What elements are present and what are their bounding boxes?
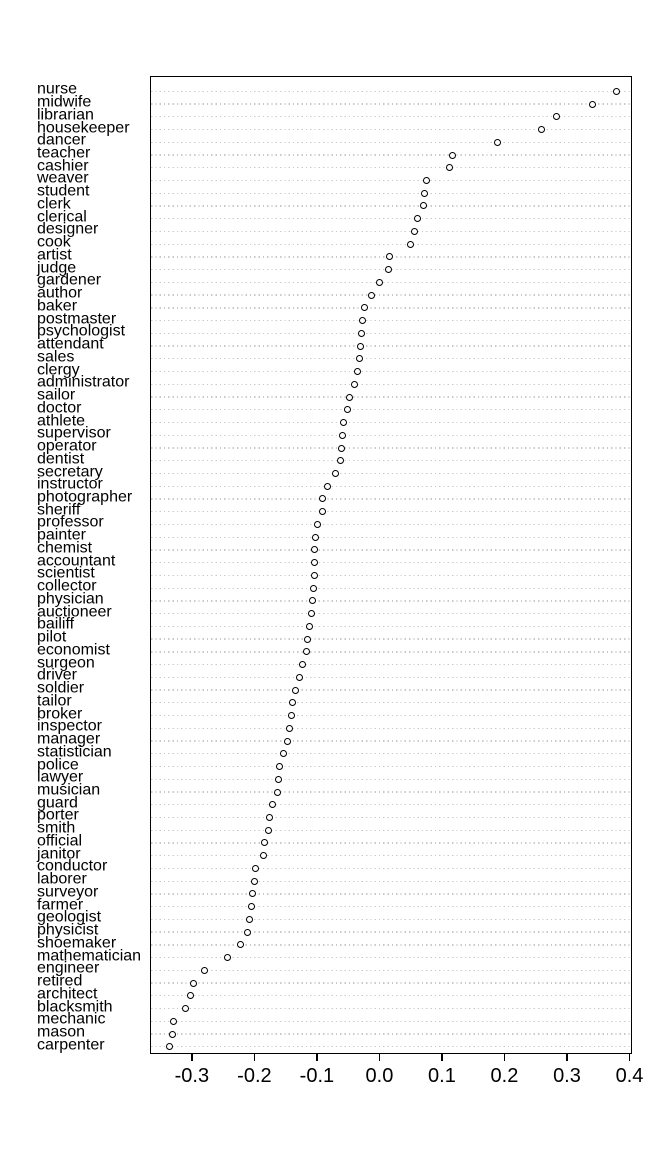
grid-line bbox=[151, 371, 631, 372]
data-point bbox=[248, 903, 255, 910]
grid-line bbox=[151, 626, 631, 627]
data-point bbox=[421, 190, 428, 197]
category-label: chemist bbox=[37, 539, 93, 557]
data-point bbox=[338, 445, 345, 452]
data-point bbox=[356, 355, 363, 362]
data-point bbox=[187, 992, 194, 999]
grid-line bbox=[151, 524, 631, 525]
data-point bbox=[249, 890, 256, 897]
category-label: judge bbox=[37, 259, 77, 277]
category-label: scientist bbox=[37, 565, 95, 583]
grid-line bbox=[151, 294, 631, 295]
data-point bbox=[201, 967, 208, 974]
category-label: driver bbox=[37, 667, 78, 685]
grid-line bbox=[151, 575, 631, 576]
grid-line bbox=[151, 638, 631, 639]
grid-line bbox=[151, 167, 631, 168]
grid-line bbox=[151, 702, 631, 703]
data-point bbox=[269, 801, 276, 808]
category-label: inspector bbox=[37, 717, 102, 735]
category-label: broker bbox=[37, 705, 83, 723]
grid-line bbox=[151, 664, 631, 665]
x-axis-tick-label: 0.1 bbox=[428, 1065, 456, 1087]
category-label: smith bbox=[37, 819, 76, 837]
data-point bbox=[337, 457, 344, 464]
data-point bbox=[494, 139, 501, 146]
data-point bbox=[357, 343, 364, 350]
data-point bbox=[276, 763, 283, 770]
x-axis-tick bbox=[441, 1053, 443, 1061]
x-axis-tick bbox=[316, 1053, 318, 1061]
data-point bbox=[299, 661, 306, 668]
data-point bbox=[314, 521, 321, 528]
data-point bbox=[170, 1018, 177, 1025]
grid-line bbox=[151, 282, 631, 283]
grid-line bbox=[151, 307, 631, 308]
data-point bbox=[265, 827, 272, 834]
data-point bbox=[376, 279, 383, 286]
category-label: cashier bbox=[37, 157, 89, 175]
grid-line bbox=[151, 855, 631, 856]
grid-line bbox=[151, 677, 631, 678]
data-point bbox=[288, 712, 295, 719]
grid-line bbox=[151, 180, 631, 181]
grid-line bbox=[151, 422, 631, 423]
data-point bbox=[423, 177, 430, 184]
data-point bbox=[319, 508, 326, 515]
x-axis-tick-label: -0.3 bbox=[174, 1065, 210, 1087]
data-point bbox=[304, 636, 311, 643]
data-point bbox=[292, 687, 299, 694]
category-label: statistician bbox=[37, 743, 112, 761]
category-label: pilot bbox=[37, 628, 67, 646]
data-point bbox=[308, 610, 315, 617]
data-point bbox=[386, 253, 393, 260]
grid-line bbox=[151, 740, 631, 741]
category-label: official bbox=[37, 832, 83, 850]
grid-line bbox=[151, 779, 631, 780]
x-axis-tick-label: -0.2 bbox=[237, 1065, 272, 1087]
grid-line bbox=[151, 320, 631, 321]
data-point bbox=[361, 304, 368, 311]
data-point bbox=[309, 597, 316, 604]
category-label: librarian bbox=[37, 106, 94, 124]
category-label: baker bbox=[37, 297, 78, 315]
grid-line bbox=[151, 231, 631, 232]
category-label: instructor bbox=[37, 475, 103, 493]
data-point bbox=[446, 164, 453, 171]
category-label: surgeon bbox=[37, 654, 95, 672]
data-point bbox=[244, 929, 251, 936]
category-label: shoemaker bbox=[37, 934, 117, 952]
data-point bbox=[311, 559, 318, 566]
category-label: photographer bbox=[37, 488, 133, 506]
grid-line bbox=[151, 830, 631, 831]
grid-line bbox=[151, 651, 631, 652]
grid-line bbox=[151, 893, 631, 894]
category-label: retired bbox=[37, 972, 83, 990]
grid-line bbox=[151, 982, 631, 983]
category-label: nurse bbox=[37, 80, 78, 98]
x-axis-tick bbox=[191, 1053, 193, 1061]
category-label: auctioneer bbox=[37, 603, 112, 621]
category-label: collector bbox=[37, 577, 97, 595]
data-point bbox=[538, 126, 545, 133]
category-label: secretary bbox=[37, 463, 103, 481]
x-axis-tick bbox=[629, 1053, 631, 1061]
grid-line bbox=[151, 613, 631, 614]
grid-line bbox=[151, 944, 631, 945]
category-label: carpenter bbox=[37, 1036, 105, 1054]
data-point bbox=[275, 776, 282, 783]
data-point bbox=[266, 814, 273, 821]
grid-line bbox=[151, 766, 631, 767]
category-label: author bbox=[37, 284, 83, 302]
data-point bbox=[351, 381, 358, 388]
data-point bbox=[407, 241, 414, 248]
grid-line bbox=[151, 409, 631, 410]
data-point bbox=[354, 368, 361, 375]
category-label: sheriff bbox=[37, 501, 81, 519]
category-label: engineer bbox=[37, 960, 100, 978]
grid-line bbox=[151, 384, 631, 385]
grid-line bbox=[151, 1021, 631, 1022]
data-point bbox=[280, 750, 287, 757]
grid-line bbox=[151, 868, 631, 869]
category-label: doctor bbox=[37, 399, 82, 417]
data-point bbox=[311, 546, 318, 553]
category-label: student bbox=[37, 182, 90, 200]
category-label: postmaster bbox=[37, 310, 117, 328]
grid-line bbox=[151, 881, 631, 882]
grid-line bbox=[151, 906, 631, 907]
category-label: housekeeper bbox=[37, 119, 130, 137]
grid-line bbox=[151, 549, 631, 550]
category-label: cook bbox=[37, 233, 71, 251]
grid-line bbox=[151, 1046, 631, 1047]
data-point bbox=[286, 725, 293, 732]
data-point bbox=[251, 878, 258, 885]
plot-area bbox=[150, 76, 632, 1054]
category-label: dentist bbox=[37, 450, 85, 468]
data-point bbox=[182, 1005, 189, 1012]
data-point bbox=[169, 1031, 176, 1038]
x-axis-tick bbox=[254, 1053, 256, 1061]
data-point bbox=[553, 113, 560, 120]
data-point bbox=[358, 330, 365, 337]
grid-line bbox=[151, 588, 631, 589]
category-label: operator bbox=[37, 437, 97, 455]
category-label: attendant bbox=[37, 335, 104, 353]
data-point bbox=[252, 865, 259, 872]
grid-line bbox=[151, 498, 631, 499]
grid-line bbox=[151, 435, 631, 436]
category-label: accountant bbox=[37, 552, 116, 570]
grid-line bbox=[151, 957, 631, 958]
grid-line bbox=[151, 103, 631, 104]
category-label: soldier bbox=[37, 679, 85, 697]
grid-line bbox=[151, 142, 631, 143]
grid-line bbox=[151, 970, 631, 971]
category-label: professor bbox=[37, 514, 104, 532]
category-label: clerk bbox=[37, 195, 71, 213]
grid-line bbox=[151, 345, 631, 346]
category-label: police bbox=[37, 756, 79, 774]
grid-line bbox=[151, 715, 631, 716]
x-axis-tick-label: 0.0 bbox=[365, 1065, 394, 1087]
grid-line bbox=[151, 473, 631, 474]
grid-line bbox=[151, 205, 631, 206]
category-label: economist bbox=[37, 641, 110, 659]
category-label: artist bbox=[37, 246, 72, 264]
grid-line bbox=[151, 562, 631, 563]
grid-line bbox=[151, 486, 631, 487]
data-point bbox=[289, 699, 296, 706]
category-label: administrator bbox=[37, 373, 130, 391]
data-point bbox=[411, 228, 418, 235]
category-label: musician bbox=[37, 781, 101, 799]
category-label: midwife bbox=[37, 93, 92, 111]
grid-line bbox=[151, 91, 631, 92]
category-label: psychologist bbox=[37, 323, 126, 341]
grid-line bbox=[151, 931, 631, 932]
grid-line bbox=[151, 817, 631, 818]
category-label: conductor bbox=[37, 858, 108, 876]
data-point bbox=[359, 317, 366, 324]
category-label: laborer bbox=[37, 870, 87, 888]
grid-line bbox=[151, 358, 631, 359]
data-point bbox=[310, 585, 317, 592]
data-point bbox=[414, 215, 421, 222]
category-label: blacksmith bbox=[37, 998, 113, 1016]
x-axis-tick bbox=[504, 1053, 506, 1061]
grid-line bbox=[151, 154, 631, 155]
data-point bbox=[274, 789, 281, 796]
x-axis-tick-label: -0.1 bbox=[299, 1065, 335, 1087]
category-label: supervisor bbox=[37, 424, 111, 442]
grid-line bbox=[151, 995, 631, 996]
data-point bbox=[344, 406, 351, 413]
grid-line bbox=[151, 511, 631, 512]
data-point bbox=[340, 419, 347, 426]
category-label: tailor bbox=[37, 692, 72, 710]
category-label: painter bbox=[37, 526, 86, 544]
category-label: physician bbox=[37, 590, 104, 608]
grid-line bbox=[151, 193, 631, 194]
data-point bbox=[246, 916, 253, 923]
data-point bbox=[224, 954, 231, 961]
category-label: weaver bbox=[37, 170, 89, 188]
grid-line bbox=[151, 919, 631, 920]
data-point bbox=[346, 394, 353, 401]
x-axis-tick-label: 0.2 bbox=[490, 1065, 519, 1087]
data-point bbox=[312, 534, 319, 541]
category-label: manager bbox=[37, 730, 101, 748]
category-label: guard bbox=[37, 794, 78, 812]
data-point bbox=[319, 495, 326, 502]
grid-line bbox=[151, 791, 631, 792]
grid-line bbox=[151, 333, 631, 334]
data-point bbox=[306, 623, 313, 630]
grid-line bbox=[151, 460, 631, 461]
x-axis-tick bbox=[566, 1053, 568, 1061]
data-point bbox=[368, 292, 375, 299]
data-point bbox=[311, 572, 318, 579]
data-point bbox=[237, 941, 244, 948]
data-point bbox=[284, 738, 291, 745]
category-label: teacher bbox=[37, 144, 91, 162]
category-label: physicist bbox=[37, 921, 99, 939]
category-label: mason bbox=[37, 1023, 86, 1041]
x-axis-tick-label: 0.4 bbox=[615, 1065, 644, 1087]
grid-line bbox=[151, 537, 631, 538]
category-label: mathematician bbox=[37, 947, 142, 965]
category-label: bailiff bbox=[37, 616, 75, 634]
grid-line bbox=[151, 129, 631, 130]
grid-line bbox=[151, 1008, 631, 1009]
data-point bbox=[190, 980, 197, 987]
grid-line bbox=[151, 842, 631, 843]
grid-line bbox=[151, 728, 631, 729]
category-label: gardener bbox=[37, 272, 102, 290]
data-point bbox=[339, 432, 346, 439]
data-point bbox=[589, 101, 596, 108]
category-label: mechanic bbox=[37, 1010, 106, 1028]
grid-line bbox=[151, 600, 631, 601]
grid-line bbox=[151, 804, 631, 805]
grid-line bbox=[151, 689, 631, 690]
category-label: geologist bbox=[37, 909, 102, 927]
data-point bbox=[303, 648, 310, 655]
data-point bbox=[449, 152, 456, 159]
category-label: clergy bbox=[37, 361, 80, 379]
category-label: sales bbox=[37, 348, 75, 366]
category-label: sailor bbox=[37, 386, 76, 404]
data-point bbox=[166, 1043, 173, 1050]
data-point bbox=[261, 839, 268, 846]
grid-line bbox=[151, 218, 631, 219]
x-axis-tick bbox=[379, 1053, 381, 1061]
category-label: surveyor bbox=[37, 883, 99, 901]
category-label: janitor bbox=[37, 845, 81, 863]
grid-line bbox=[151, 753, 631, 754]
data-point bbox=[332, 470, 339, 477]
data-point bbox=[420, 202, 427, 209]
category-label: athlete bbox=[37, 412, 86, 430]
category-label: architect bbox=[37, 985, 98, 1003]
category-label: farmer bbox=[37, 896, 84, 914]
x-axis-tick-label: 0.3 bbox=[553, 1065, 581, 1087]
grid-line bbox=[151, 244, 631, 245]
data-point bbox=[260, 852, 267, 859]
category-label: clerical bbox=[37, 208, 87, 226]
data-point bbox=[613, 88, 620, 95]
category-label: lawyer bbox=[37, 768, 84, 786]
grid-line bbox=[151, 1033, 631, 1034]
grid-line bbox=[151, 396, 631, 397]
data-point bbox=[385, 266, 392, 273]
category-label: porter bbox=[37, 807, 79, 825]
data-point bbox=[296, 674, 303, 681]
category-label: dancer bbox=[37, 131, 86, 149]
data-point bbox=[324, 483, 331, 490]
grid-line bbox=[151, 447, 631, 448]
category-label: designer bbox=[37, 221, 99, 239]
